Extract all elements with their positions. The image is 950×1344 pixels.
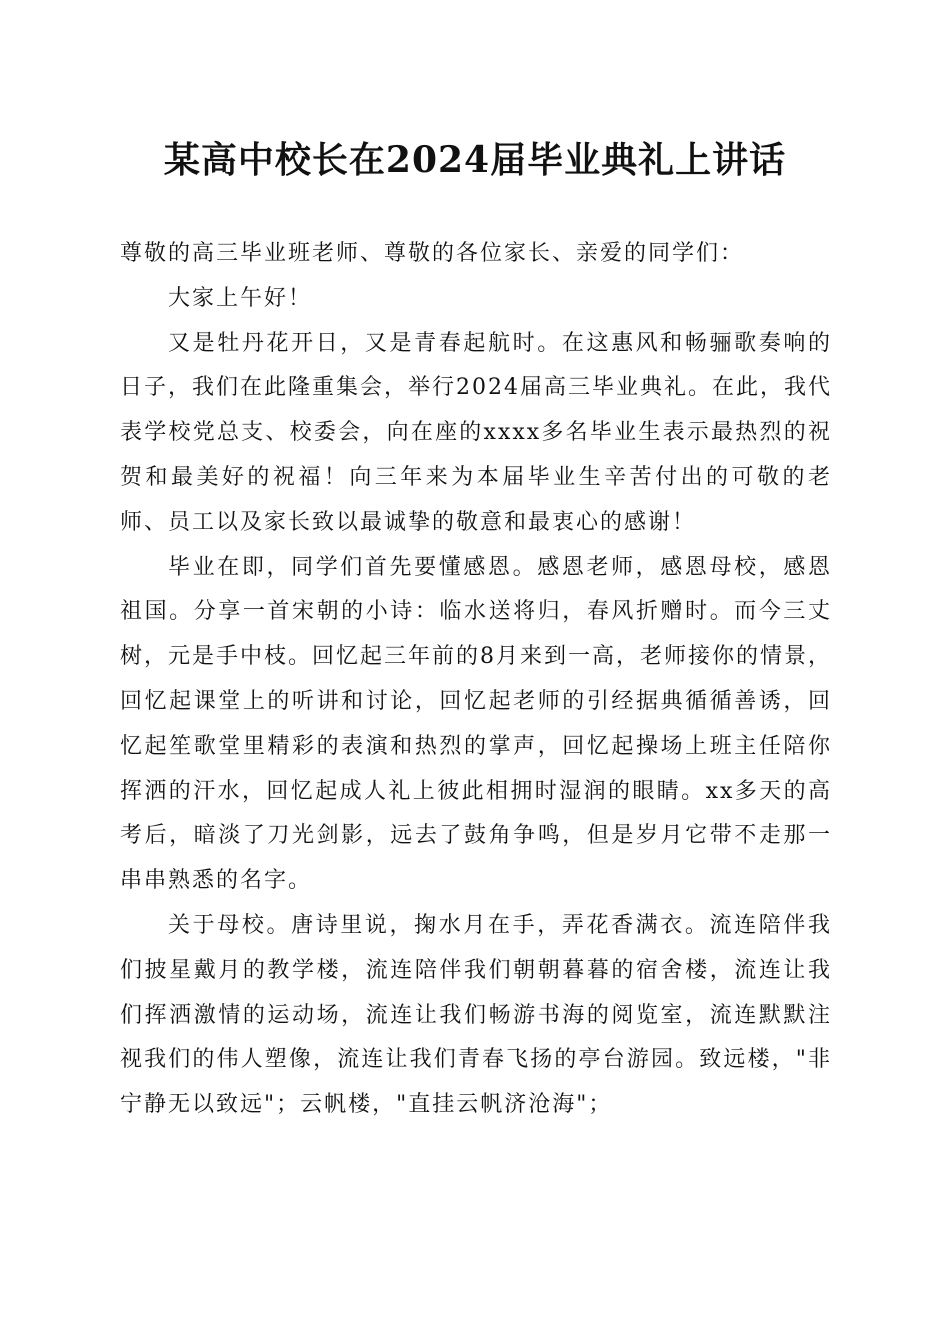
document-body bbox=[120, 232, 832, 1128]
paragraph-opening: 又是牡丹花开日，又是青春起航时。在这惠风和畅骊歌奏响的日子，我们在此隆重集会，举行2024届高三毕业典礼。在此，我代表学校党总支、校委会，向在座的xxxx多名毕业生表示最热烈的祝贺和最美好的祝福！向三年来为本届毕业生辛苦付出的可敬的老师、员工以及家长致以最诚挚的敬意和最衷心的感谢！ bbox=[120, 330, 832, 535]
document-title: 某高中校长在2024届毕业典礼上讲话 bbox=[163, 139, 787, 181]
paragraph-alma-mater: 关于母校。唐诗里说，掬水月在手，弄花香满衣。流连陪伴我们披星戴月的教学楼，流连陪伴我们朝朝暮暮的宿舍楼，流连让我们挥洒激情的运动场，流连让我们畅游书海的阅览室，流连默默注视我们的伟人塑像，流连让我们青春飞扬的亭台游园。致远楼，"非宁静无以致远"；云帆楼，"直挂云帆济沧海"； bbox=[120, 912, 832, 1118]
paragraph-gratitude: 毕业在即，同学们首先要懂感恩。感恩老师，感恩母校，感恩祖国。分享一首宋朝的小诗：临水送将归，春风折赠时。而今三丈树，元是手中枝。回忆起三年前的8月来到一高，老师接你的情景，回忆起课堂上的听讲和讨论，回忆起老师的引经据典循循善诱，回忆起笙歌堂里精彩的表演和热烈的掌声，回忆起操场上班主任陪你挥洒的汗水，回忆起成人礼上彼此相拥时湿润的眼睛。xx多天的高考后，暗淡了刀光剑影，远去了鼓角争鸣，但是岁月它带不走那一串串熟悉的名字。 bbox=[120, 554, 832, 894]
salutation: 尊敬的高三毕业班老师、尊敬的各位家长、亲爱的同学们： bbox=[120, 241, 745, 266]
paragraph-greeting: 大家上午好！ bbox=[168, 285, 313, 311]
